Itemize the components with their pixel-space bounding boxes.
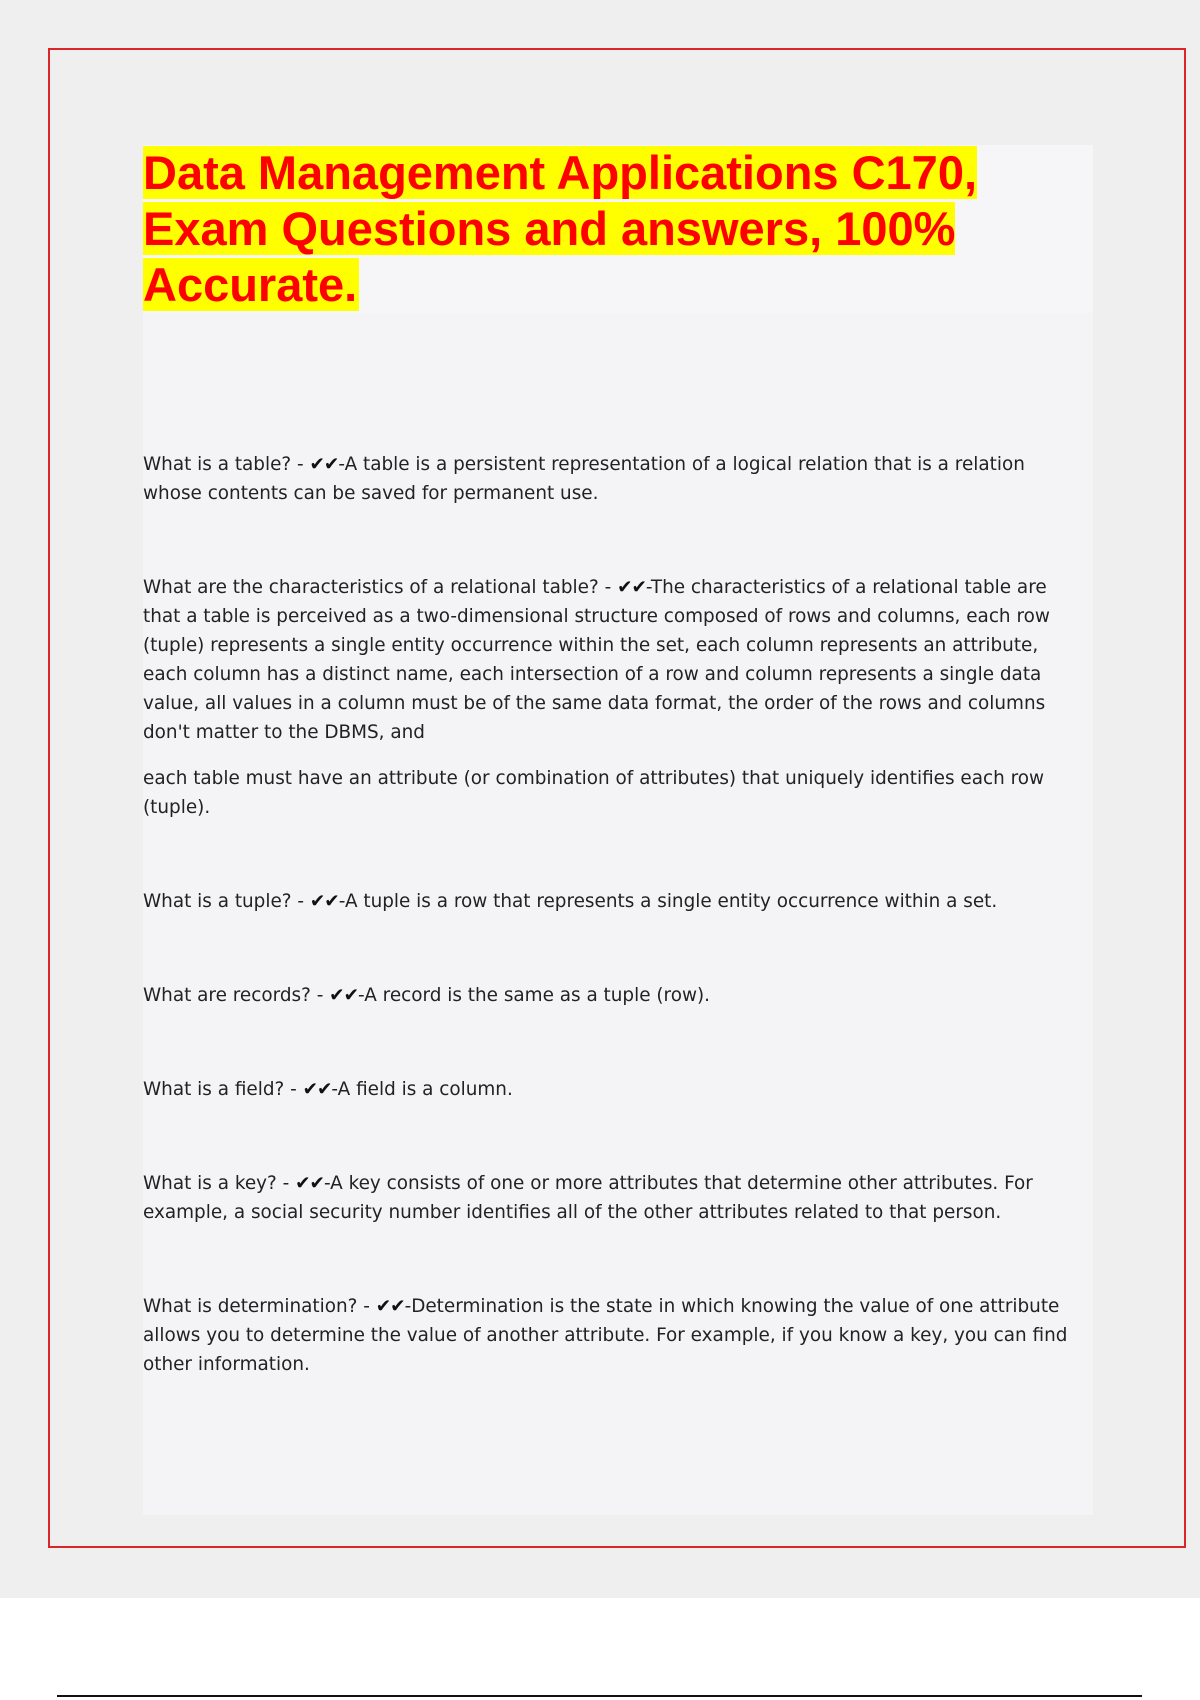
- answer-prefix: -: [338, 891, 345, 912]
- check-mark-icon: ✔✔: [375, 1296, 405, 1317]
- page-content: [143, 145, 1093, 1515]
- answer: A record is the same as a tuple (row).: [364, 985, 711, 1006]
- qa-list: [143, 450, 1088, 1379]
- answer-prefix: -: [323, 1173, 331, 1194]
- separator: -: [357, 1296, 376, 1317]
- check-mark-icon: ✔✔: [295, 1173, 324, 1194]
- separator: -: [598, 577, 618, 598]
- answer-prefix: -: [358, 985, 365, 1006]
- answer: The characteristics of a relational table are that a table is perceived as a two-dimensional structure composed of rows and columns, each row (tuple) represents a single entity occurrence within the set, each column represents an attribute, each column has a distinct name, each intersection of a row and column represents a single data value, all values in a column must be of the same data format, the order of the rows and columns don't matter to the DBMS, and: [143, 577, 1050, 743]
- separator: -: [276, 1173, 296, 1194]
- answer-prefix: -: [645, 577, 651, 598]
- qa-continuation: [143, 764, 1088, 822]
- check-mark-icon: ✔✔: [309, 891, 339, 912]
- title-highlight: Data Management Applications C170, Exam Questions and answers, 100% Accurate.: [143, 146, 978, 311]
- qa-item: [143, 981, 1088, 1010]
- check-mark-icon: ✔✔: [617, 577, 646, 598]
- answer: Determination is the state in which knowing the value of one attribute allows you to determine the value of another attribute. For example, if you know a key, you can find other information.: [143, 1296, 1068, 1375]
- question: What is a field?: [143, 1079, 285, 1100]
- separator: -: [310, 985, 330, 1006]
- answer: A key consists of one or more attributes that determine other attributes. For example, a social security number identifies all of the other attributes related to that person.: [143, 1173, 1033, 1223]
- qa-item: [143, 1292, 1088, 1379]
- answer-prefix: -: [338, 454, 345, 475]
- check-mark-icon: ✔✔: [309, 454, 339, 475]
- answer: each table must have an attribute (or combination of attributes) that uniquely identifies each row (tuple).: [143, 768, 1045, 818]
- answer: A tuple is a row that represents a single entity occurrence within a set.: [344, 891, 998, 912]
- qa-item: [143, 573, 1088, 747]
- answer-prefix: -: [404, 1296, 412, 1317]
- check-mark-icon: ✔✔: [329, 985, 358, 1006]
- question: What is determination?: [143, 1296, 358, 1317]
- question: What is a table?: [143, 454, 292, 475]
- answer: A table is a persistent representation of a logical relation that is a relation whose contents can be saved for permanent use.: [143, 454, 1025, 504]
- qa-item: [143, 1075, 1088, 1104]
- check-mark-icon: ✔✔: [302, 1079, 332, 1100]
- answer-prefix: -: [331, 1079, 338, 1100]
- bottom-rule: [57, 1695, 1142, 1697]
- title-block: [143, 145, 1093, 313]
- separator: -: [291, 454, 310, 475]
- answer: A field is a column.: [337, 1079, 513, 1100]
- question: What is a key?: [143, 1173, 277, 1194]
- separator: -: [284, 1079, 303, 1100]
- separator: -: [291, 891, 310, 912]
- qa-item: [143, 1169, 1088, 1227]
- qa-item: [143, 887, 1088, 916]
- document-title: [143, 145, 1043, 313]
- question: What are records?: [143, 985, 311, 1006]
- question: What is a tuple?: [143, 891, 292, 912]
- question: What are the characteristics of a relational table?: [143, 577, 599, 598]
- qa-item: [143, 450, 1088, 508]
